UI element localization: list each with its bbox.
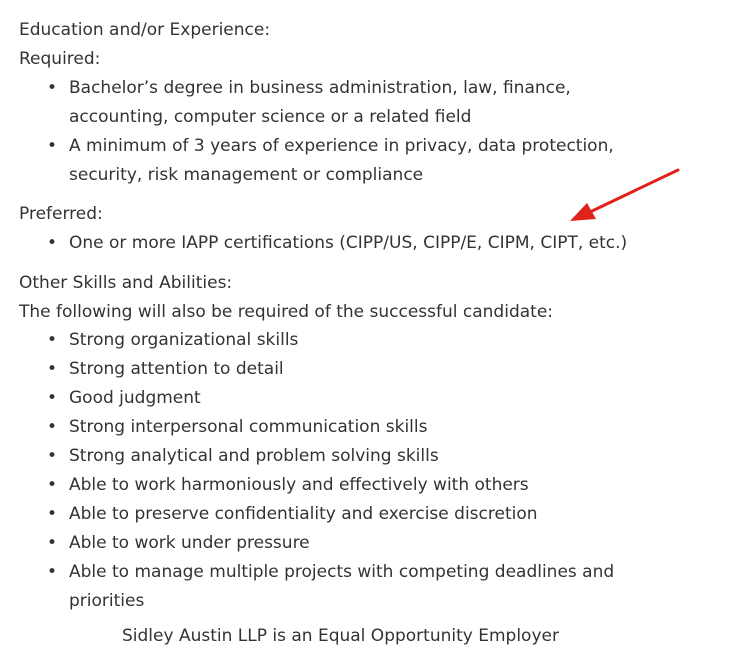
list-item: • Strong organizational skills <box>0 326 629 355</box>
list-item: • One or more IAPP certifications (CIPP/US, CIPP/E, CIPM, CIPT, etc.) <box>0 229 629 258</box>
education-heading: Education and/or Experience: <box>19 20 271 40</box>
list-item: • Able to work under pressure <box>0 529 629 558</box>
skills-list <box>0 326 629 616</box>
required-list <box>0 74 629 190</box>
list-item: • Good judgment <box>0 384 629 413</box>
skills-intro: The following will also be required of the successful candidate: <box>19 302 554 322</box>
list-item: • Bachelor’s degree in business administration, law, finance, accounting, computer science or a related field <box>0 74 629 132</box>
eeo-statement: Sidley Austin LLP is an Equal Opportunity Employer <box>122 626 559 646</box>
list-item: • Able to manage multiple projects with competing deadlines and priorities <box>0 558 629 616</box>
skills-heading: Other Skills and Abilities: <box>19 273 233 293</box>
arrow-head <box>570 203 596 221</box>
preferred-label: Preferred: <box>19 204 103 224</box>
list-item: • Able to preserve confidentiality and exercise discretion <box>0 500 629 529</box>
list-item: • Strong interpersonal communication skills <box>0 413 629 442</box>
list-item: • Strong attention to detail <box>0 355 629 384</box>
required-label: Required: <box>19 49 101 69</box>
list-item: • Strong analytical and problem solving skills <box>0 442 629 471</box>
list-item: • Able to work harmoniously and effectively with others <box>0 471 629 500</box>
preferred-list <box>0 229 629 258</box>
list-item: • A minimum of 3 years of experience in privacy, data protection, security, risk management or compliance <box>0 132 629 190</box>
